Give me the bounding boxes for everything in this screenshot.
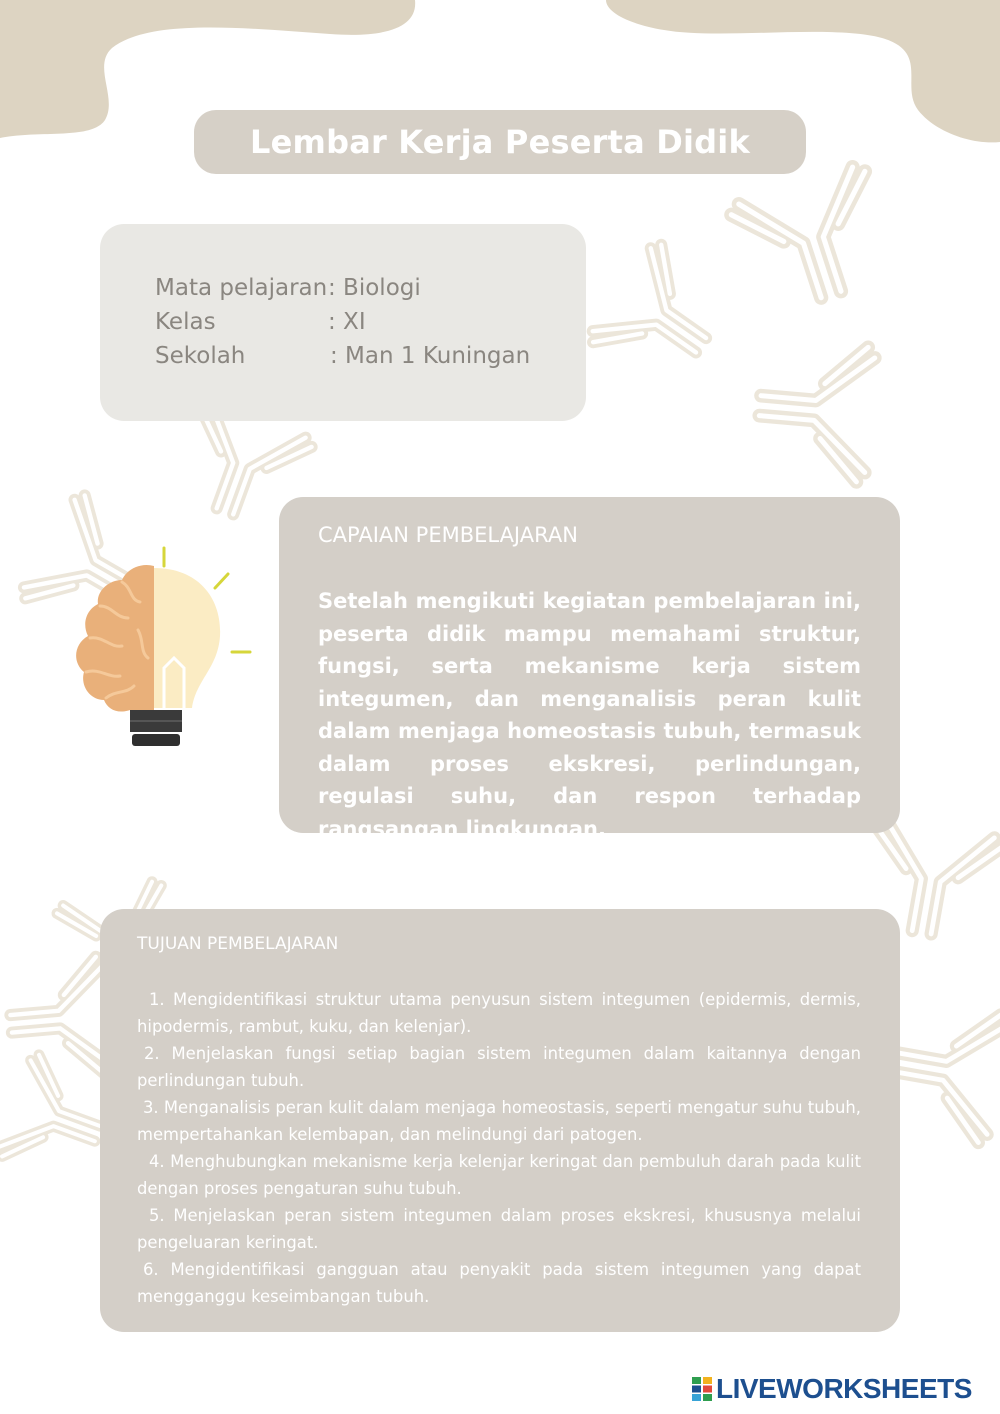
info-label-class: Kelas [155,309,216,335]
learning-objectives-title: TUJUAN PEMBELAJARAN [137,934,339,954]
info-value-class: : XI [328,309,366,335]
info-label-subject: Mata pelajaran [155,275,328,301]
objective-item-4: 4. Menghubungkan mekanisme kerja kelenjar keringat dan pembuluh darah pada kulit dengan proses pengaturan suhu tubuh. [137,1152,861,1198]
subject-info-card [100,224,586,421]
info-value-subject: : Biologi [328,275,421,301]
learning-objectives-card [100,909,900,1332]
learning-outcome-title: CAPAIAN PEMBELAJARAN [318,523,578,547]
objective-item-6: 6. Mengidentifikasi gangguan atau penyakit pada sistem integumen yang dapat mengganggu keseimbangan tubuh. [137,1260,861,1306]
objective-item-1: 1. Mengidentifikasi struktur utama penyusun sistem integumen (epidermis, dermis, hipodermis, rambut, kuku, dan kelenjar). [137,990,861,1036]
info-label-school: Sekolah [155,343,246,369]
learning-outcome-text: Setelah mengikuti kegiatan pembelajaran ini, peserta didik mampu memahami struktur, fungsi, serta mekanisme kerja sistem integumen, dan menganalisis peran kulit dalam menjaga homeostasis tubuh, termasuk dalam proses ekskresi, perlindungan, regulasi suhu, dan respon terhadap rangsangan lingkungan. [318,589,861,841]
liveworksheets-brand-text: LIVEWORKSHEETS [716,1373,972,1404]
info-value-school: : Man 1 Kuningan [330,343,531,369]
objective-item-2: 2. Menjelaskan fungsi setiap bagian sistem integumen dalam kaitannya dengan perlindungan tubuh. [137,1044,861,1090]
liveworksheets-watermark[interactable] [692,1374,972,1404]
liveworksheets-logo-icon [692,1377,712,1401]
objective-item-3: 3. Menganalisis peran kulit dalam menjaga homeostasis, seperti mengatur suhu tubuh, mempertahankan kelembapan, dan melindungi dari patogen. [137,1098,861,1144]
learning-objectives-list [137,986,861,1310]
objective-item-5: 5. Menjelaskan peran sistem integumen dalam proses ekskresi, khususnya melalui pengeluaran keringat. [137,1206,861,1252]
learning-outcome-card [279,497,900,841]
brain-lightbulb-icon [60,540,260,770]
worksheet-title: Lembar Kerja Peserta Didik [194,110,806,174]
